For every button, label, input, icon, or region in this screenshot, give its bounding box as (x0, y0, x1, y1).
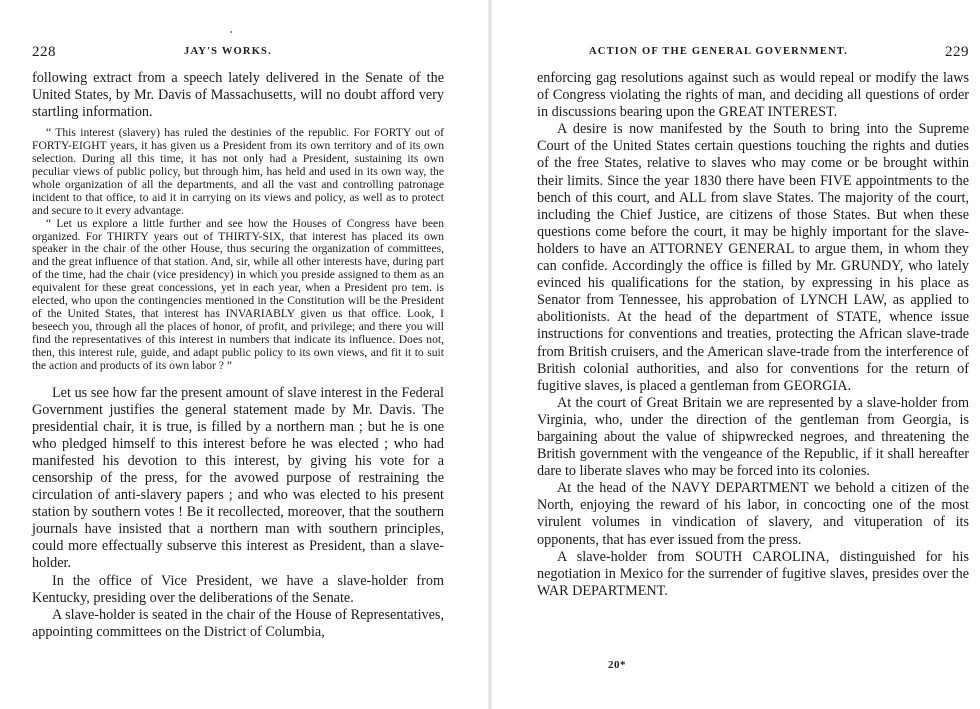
body-paragraph: Let us see how far the present amount of slave interest in the Federal Government justifies the general statement made by Mr. Davis. The presidential chair, it is true, is filled by a northern man ; but he is one who pledged himself to this interest before he was elected ; who had manifested his devotion to this interest, by giving his vote for a censorship of the press, for the avowed purpose of restraining the circulation of anti-slavery papers ; and who was elected to his present station by southern votes ! Be it recollected, moreover, that the southern journals have insisted that a northern man with southern principles, could more effectually subserve this interest as President, than a slave-holder. (32, 384, 444, 572)
body-paragraph: A slave-holder from SOUTH CAROLINA, distinguished for his negotiation in Mexico for the surrender of fugitive slaves, presides over the WAR DEPARTMENT. (537, 548, 969, 599)
page-number-left: 228 (32, 44, 56, 60)
running-head-title-left: JAY'S WORKS. (184, 46, 272, 57)
right-page (490, 0, 980, 709)
body-paragraph: enforcing gag resolutions against such as would repeal or modify the laws of Congress violating the rights of man, and deciding all questions of order in discussions bearing upon the GREAT INTEREST. (537, 70, 969, 121)
body-paragraph: At the court of Great Britain we are represented by a slave-holder from Virginia, who, under the direction of the gentleman from Georgia, is bargaining about the value of shipwrecked negroes, and threatening the British government with the vengeance of the Republic, if it shall hereafter dare to liberate slaves who may be forced into its colonies. (537, 394, 969, 480)
quote-paragraph: “ Let us explore a little further and see how the Houses of Congress have been organized. For THIRTY years out of THIRTY-SIX, that interest has placed its own speaker in the chair of the other House, thus securing the organization of committees, and the great influence of that station. And, sir, while all other interests have, during part of the time, had the chair (vice presidency) in which you preside assigned to them as an equivalent for these great concessions, yet in each year, when a President pro tem. is elected, who upon the contingencies mentioned in the Constitution will be the President of the United States, that interest has INVARIABLY given us that office. Look, I beseech you, through all the places of honor, of profit, and privilege; and there you will find the representatives of this interest in numbers that indicate its influence. Does not, then, this interest rule, guide, and adapt public policy to its own views, and fit it to suit the action and products of its own labor ? ” (32, 216, 444, 372)
intro-paragraph: following extract from a speech lately delivered in the Senate of the United States, by Mr. Davis of Massachusetts, will no doubt afford very startling information. (32, 70, 444, 121)
running-head-title-right: ACTION OF THE GENERAL GOVERNMENT. (589, 46, 849, 57)
quote-paragraph: “ This interest (slavery) has ruled the destinies of the republic. For FORTY out of FORTY-EIGHT years, it has given us a President from its own territory and of its own selection. During all this time, it has not only had a President, sustaining its own peculiar views of public policy, but through him, has held and used in its own way, the whole organization of all the departments, and all the vast and controlling patronage incident to that office, to aid it in carrying on its views and policy, as well as to protect and secure to it every advantage. (32, 126, 444, 217)
body-paragraph: A desire is now manifested by the South to bring into the Supreme Court of the United States certain questions touching the rights and duties of the free States, relative to slaves who may come or be brought within their limits. Since the year 1830 there have been FIVE appointments to the bench of this court, and ALL from slave States. The majority of the court, including the Chief Justice, are citizens of those States. But when these questions come before the court, it may be highly important for the slave-holders to have an ATTORNEY GENERAL to argue them, in whom they can confide. Accordingly the office is filled by Mr. GRUNDY, who lately evinced his qualifications for the station, by expressing in his place as Senator from Tennessee, his approbation of LYNCH LAW, as applied to abolitionists. At the head of the department of STATE, whence issue instructions for conventions and treaties, protecting the African slave-trade from British cruisers, and the American slave-trade from the interference of British colonial authorities, and also for conventions for the return of fugitive slaves, is placed a gentleman from GEORGIA. (537, 121, 969, 394)
block-quote (32, 127, 444, 372)
running-head-left (32, 46, 444, 64)
print-speck (230, 31, 232, 33)
body-paragraph: A slave-holder is seated in the chair of the House of Representatives, appointing committees on the District of Columbia, (32, 606, 444, 640)
left-text-column (32, 70, 444, 641)
right-text-column (537, 70, 969, 600)
signature-mark: 20* (608, 659, 626, 671)
page-number-right: 229 (945, 44, 969, 60)
running-head-right (537, 46, 969, 64)
body-paragraph: In the office of Vice President, we have a slave-holder from Kentucky, presiding over the deliberations of the Senate. (32, 572, 444, 606)
body-paragraph: At the head of the NAVY DEPARTMENT we behold a citizen of the North, enjoying the reward of his labor, in concocting one of the most virulent volumes in vindication of slavery, and vituperation of its opponents, that has ever issued from the press. (537, 480, 969, 548)
